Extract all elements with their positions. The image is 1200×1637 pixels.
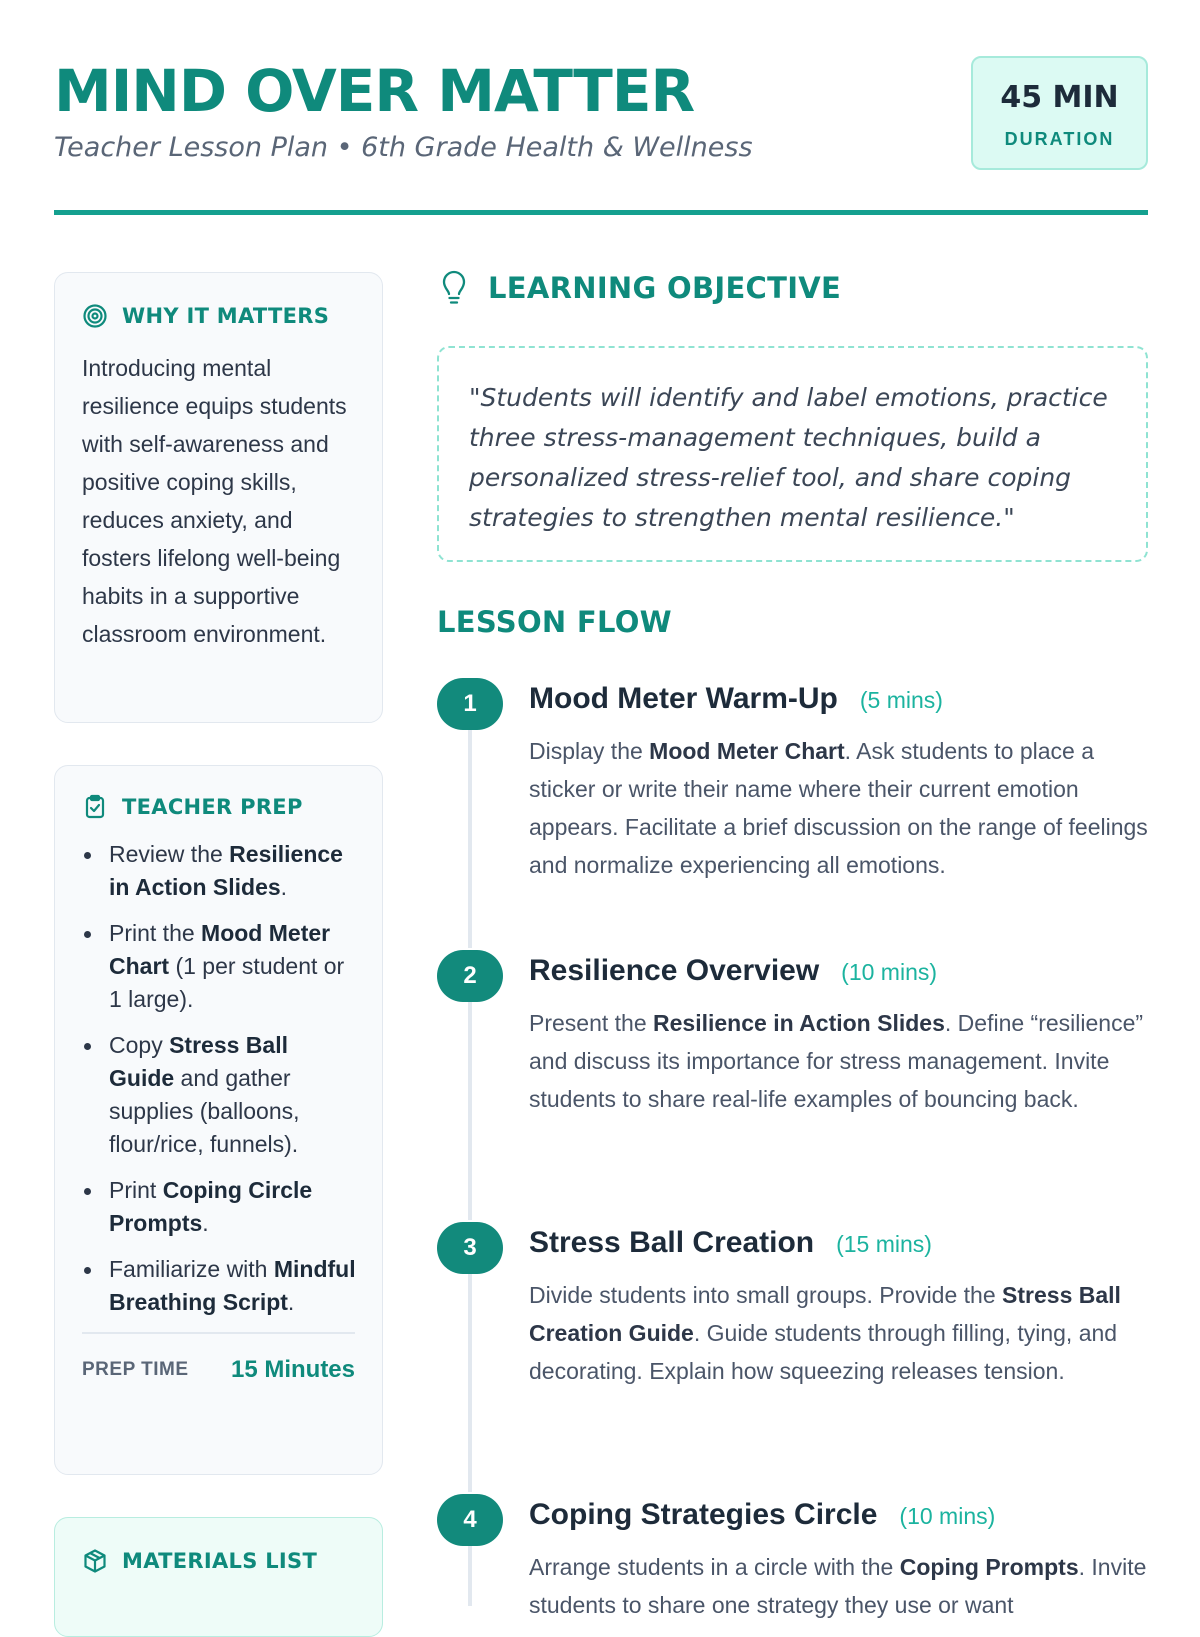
materials-list-card xyxy=(54,1517,383,1637)
why-it-matters-card xyxy=(54,272,383,723)
materials-heading: MATERIALS LIST xyxy=(122,1549,318,1573)
step-connector xyxy=(468,1274,472,1492)
step-number: 1 xyxy=(437,678,503,730)
why-text: Introducing mental resilience equips students with self-awareness and positive coping skills, reduces anxiety, and fosters lifelong well-being habits in a supportive classroom environment. xyxy=(82,355,347,647)
prep-time-value: 15 Minutes xyxy=(230,1355,355,1383)
prep-list-item: Familiarize with Mindful Breathing Script. xyxy=(82,1253,358,1319)
lesson-step xyxy=(437,950,1148,1222)
step-connector xyxy=(468,1002,472,1220)
header-divider xyxy=(54,210,1148,215)
prep-time-label: PREP TIME xyxy=(82,1358,189,1380)
objective-box xyxy=(437,346,1148,562)
lesson-step xyxy=(437,678,1148,950)
objective-heading: LEARNING OBJECTIVE xyxy=(488,271,842,305)
clipboard-check-icon xyxy=(82,794,108,820)
step-duration: (10 mins) xyxy=(899,1503,996,1529)
step-description: Divide students into small groups. Provide the Stress Ball Creation Guide. Guide students through filling, tying, and decorating. Explain how squeezing releases tension. xyxy=(529,1282,1121,1384)
step-duration: (15 mins) xyxy=(836,1231,932,1257)
step-connector xyxy=(468,1546,472,1606)
page-title: MIND OVER MATTER xyxy=(54,57,695,125)
objective-text: "Students will identify and label emotions, practice three stress-management techniques, build a personalized stress-relief tool, and share coping strategies to strengthen mental resilience." xyxy=(469,383,1108,532)
lightbulb-icon xyxy=(440,270,468,306)
step-duration: (5 mins) xyxy=(859,687,943,713)
prep-list-item: Print the Mood Meter Chart (1 per student or 1 large). xyxy=(82,917,358,1016)
step-number: 2 xyxy=(437,950,503,1002)
step-description: Present the Resilience in Action Slides. Define “resilience” and discuss its importance for stress management. Invite students to share real-life examples of bouncing back. xyxy=(529,1010,1144,1112)
objective-header xyxy=(440,270,841,306)
step-title: Stress Ball Creation xyxy=(529,1226,815,1259)
prep-time xyxy=(82,1356,355,1384)
prep-list-item: Print Coping Circle Prompts. xyxy=(82,1174,358,1240)
step-duration: (10 mins) xyxy=(841,959,938,985)
step-title: Mood Meter Warm-Up xyxy=(529,682,838,715)
step-connector xyxy=(468,730,472,948)
duration-badge xyxy=(971,56,1148,170)
step-description: Display the Mood Meter Chart. Ask students to place a sticker or write their name where their current emotion appears. Facilitate a brief discussion on the range of feelings and normalize experiencing all emotions. xyxy=(529,738,1148,878)
step-title: Resilience Overview xyxy=(529,954,820,987)
box-icon xyxy=(82,1548,108,1574)
why-heading: WHY IT MATTERS xyxy=(122,304,330,328)
lesson-step xyxy=(437,1494,1148,1618)
lesson-step xyxy=(437,1222,1148,1494)
duration-value: 45 MIN xyxy=(1000,80,1119,115)
lesson-flow-heading: LESSON FLOW xyxy=(437,605,672,639)
divider xyxy=(82,1332,355,1334)
duration-label: DURATION xyxy=(1004,129,1115,149)
header xyxy=(54,56,1148,216)
prep-list xyxy=(82,838,358,1319)
prep-heading: TEACHER PREP xyxy=(122,795,303,819)
step-description: Arrange students in a circle with the Coping Prompts. Invite students to share one strategy they use or want xyxy=(529,1554,1147,1618)
target-icon xyxy=(82,303,108,329)
step-number: 4 xyxy=(437,1494,503,1546)
prep-list-item: Review the Resilience in Action Slides. xyxy=(82,838,358,904)
prep-list-item: Copy Stress Ball Guide and gather supplies (balloons, flour/rice, funnels). xyxy=(82,1029,358,1161)
teacher-prep-card xyxy=(54,765,383,1475)
step-number: 3 xyxy=(437,1222,503,1274)
step-title: Coping Strategies Circle xyxy=(529,1498,878,1531)
page-subtitle: Teacher Lesson Plan • 6th Grade Health & Wellness xyxy=(54,132,753,163)
